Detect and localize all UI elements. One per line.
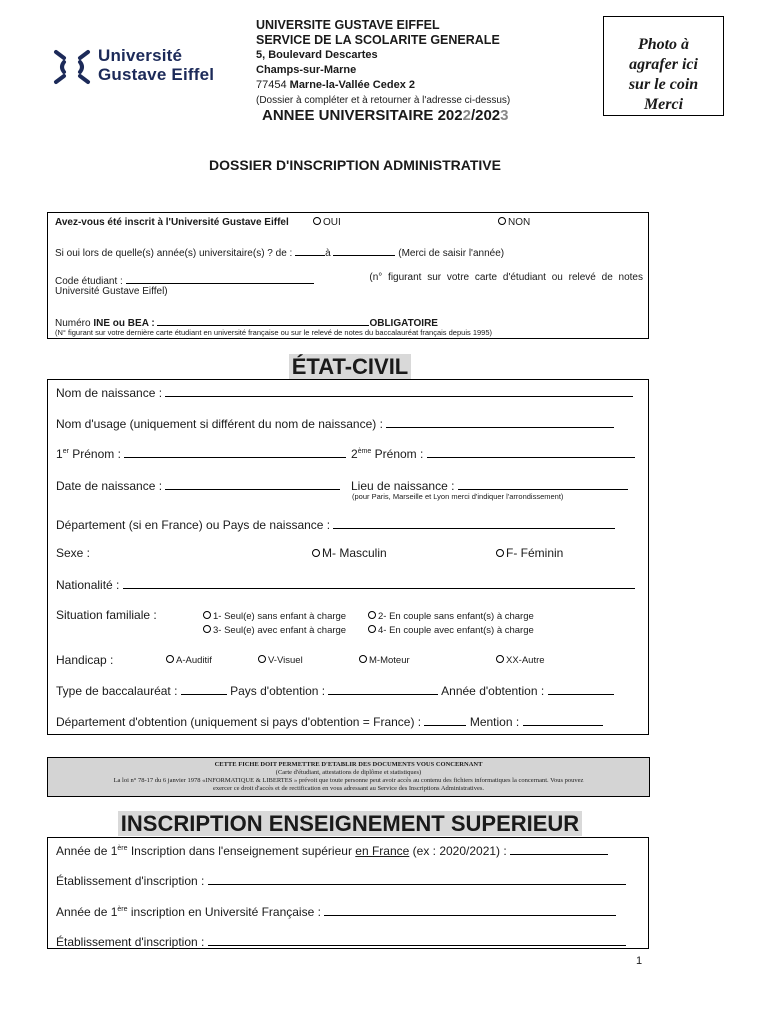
first-name-sup: er	[62, 448, 69, 455]
institution1-field[interactable]	[208, 873, 626, 885]
university-logo	[52, 46, 242, 88]
first-enrollment-mid: Inscription dans l'enseignement supérieur	[127, 844, 356, 858]
document-title: DOSSIER D'INSCRIPTION ADMINISTRATIVE	[209, 157, 501, 173]
university-enrollment-sup: ère	[117, 906, 128, 913]
year-digit2: 3	[500, 107, 509, 124]
radio-handicap-m[interactable]	[359, 655, 410, 666]
header-address	[256, 18, 510, 108]
year-mid: /202	[470, 107, 501, 124]
logo-mark-icon	[52, 48, 92, 86]
radio-circle-icon[interactable]	[359, 655, 367, 663]
photo-line4: Merci	[643, 96, 684, 113]
ine-prefix: Numéro	[55, 318, 91, 329]
birth-date-row	[56, 478, 340, 493]
radio-circle-icon[interactable]	[312, 549, 320, 557]
ine-note: (N° figurant sur votre dernière carte étudiant en université française ou sur le relevé de notes du baccalauréat français depuis 1995)	[55, 328, 492, 337]
address-line2: Champs-sur-Marne	[256, 64, 357, 76]
first-name-field[interactable]	[124, 446, 346, 458]
institution1-row	[56, 873, 626, 888]
header-note: (Dossier à compléter et à retourner à l'adresse ci-dessus)	[256, 95, 511, 106]
ine-mandatory: OBLIGATOIRE	[369, 318, 438, 329]
second-name-row	[351, 446, 635, 461]
radio-male[interactable]	[312, 546, 387, 560]
bac-dept-field[interactable]	[424, 714, 466, 726]
logo-line2: Gustave Eiffel	[98, 65, 215, 84]
student-code-label: Code étudiant :	[55, 276, 123, 287]
university-name: UNIVERSITE GUSTAVE EIFFEL	[256, 18, 440, 32]
ine-field[interactable]	[157, 314, 369, 326]
ine-label: INE ou BEA :	[93, 318, 155, 329]
privacy-notice	[47, 757, 650, 797]
bac-dept-row	[56, 714, 603, 729]
student-code-note2: Université Gustave Eiffel)	[55, 286, 168, 297]
bac-type-label: Type de baccalauréat :	[56, 684, 178, 698]
university-enrollment-label	[56, 905, 321, 919]
privacy-notice-line3: La loi n° 78-17 du 6 janvier 1978 «INFORMATIQUE & LIBERTES » prévoit que toute personne peut avoir accès au contenu des fichiers informatiques la concernant. Vous pouvez	[113, 777, 584, 784]
radio-circle-icon[interactable]	[203, 625, 211, 633]
radio-circle-icon[interactable]	[203, 611, 211, 619]
first-enrollment-label	[56, 844, 507, 858]
radio-circle-icon[interactable]	[313, 217, 321, 225]
first-enrollment-sup: ère	[117, 845, 128, 852]
question-enrolled-label: Avez-vous été inscrit à l'Université Gustave Eiffel	[55, 217, 289, 228]
first-name-row	[56, 446, 346, 461]
privacy-notice-line2: (Carte d'étudiant, attestations de diplôme et statistiques)	[275, 769, 422, 776]
university-enrollment-field[interactable]	[324, 904, 616, 916]
bac-year-field[interactable]	[548, 683, 614, 695]
year-digit1: 2	[462, 107, 471, 124]
photo-box	[603, 16, 724, 116]
radio-sit4-label: 4- En couple avec enfant(s) à charge	[378, 625, 534, 636]
institution2-row	[56, 934, 626, 949]
institution1-label: Établissement d'inscription :	[56, 874, 205, 888]
usage-name-row	[56, 416, 614, 431]
radio-sit2[interactable]	[368, 611, 534, 622]
years-to-label: à	[325, 248, 331, 259]
handicap-label: Handicap :	[56, 653, 114, 667]
years-note: (Merci de saisir l'année)	[398, 248, 505, 259]
family-situation-label: Situation familiale :	[56, 608, 157, 622]
birth-department-label: Département (si en France) ou Pays de naissance :	[56, 518, 331, 532]
birth-place-label: Lieu de naissance :	[351, 479, 455, 493]
bac-dept-label: Département d'obtention (uniquement si pays d'obtention = France) :	[56, 715, 422, 729]
privacy-notice-title: CETTE FICHE DOIT PERMETTRE D'ETABLIR DES DOCUMENTS VOUS CONCERNANT	[214, 761, 483, 768]
etat-civil-title-text: ÉTAT-CIVIL	[289, 354, 412, 379]
radio-oui[interactable]	[313, 217, 341, 228]
address-line1: 5, Boulevard Descartes	[256, 49, 378, 61]
inscription-box	[47, 837, 649, 949]
university-enrollment-post: inscription en Université Française :	[127, 905, 321, 919]
radio-handicap-v[interactable]	[258, 655, 303, 666]
bac-type-field[interactable]	[181, 683, 227, 695]
bac-row	[56, 683, 614, 698]
etat-civil-title	[0, 354, 700, 380]
first-name-num: 1	[56, 447, 63, 461]
radio-female-label: F- Féminin	[506, 546, 564, 560]
radio-oui-label: OUI	[323, 217, 341, 228]
university-enrollment-row	[56, 904, 616, 919]
radio-handicap-m-label: M-Moteur	[369, 655, 410, 666]
radio-male-label: M- Masculin	[322, 546, 387, 560]
first-enrollment-pre: Année de 1	[56, 844, 118, 858]
logo-line1: Université	[98, 46, 183, 65]
radio-sit2-label: 2- En couple sans enfant(s) à charge	[378, 611, 534, 622]
radio-sit3-label: 3- Seul(e) avec enfant à charge	[213, 625, 347, 636]
first-name-text: Prénom :	[68, 447, 121, 461]
nationality-label: Nationalité :	[56, 578, 120, 592]
birth-department-row	[56, 517, 615, 532]
question-enrolled	[55, 217, 289, 228]
university-enrollment-pre: Année de 1	[56, 905, 118, 919]
service-name: SERVICE DE LA SCOLARITE GENERALE	[256, 33, 500, 47]
radio-circle-icon[interactable]	[496, 549, 504, 557]
sex-label: Sexe :	[56, 546, 91, 560]
radio-circle-icon[interactable]	[258, 655, 266, 663]
bac-country-label: Pays d'obtention :	[230, 684, 326, 698]
second-name-num: 2	[351, 447, 358, 461]
nationality-row	[56, 577, 635, 592]
radio-sit3[interactable]	[203, 625, 346, 636]
birth-date-label: Date de naissance :	[56, 479, 163, 493]
city: Marne-la-Vallée Cedex 2	[289, 79, 415, 91]
birth-name-field[interactable]	[165, 385, 633, 397]
birth-name-row	[56, 385, 633, 400]
privacy-notice-line4: exercer ce droit d'accès et de rectification en vous adressant au Service des Inscriptions Administratives.	[212, 785, 484, 792]
institution2-field[interactable]	[208, 934, 626, 946]
radio-female[interactable]	[496, 546, 563, 560]
radio-handicap-a-label: A-Auditif	[176, 655, 212, 666]
year-from-field[interactable]	[295, 244, 325, 256]
inscription-title-text: INSCRIPTION ENSEIGNEMENT SUPERIEUR	[118, 811, 582, 836]
birth-place-field[interactable]	[458, 478, 628, 490]
address-line3	[256, 78, 510, 93]
radio-circle-icon[interactable]	[496, 655, 504, 663]
usage-name-label: Nom d'usage (uniquement si différent du nom de naissance) :	[56, 417, 383, 431]
radio-non[interactable]	[498, 217, 530, 228]
radio-handicap-xx[interactable]	[496, 655, 545, 666]
birth-place-note: (pour Paris, Marseille et Lyon merci d'indiquer l'arrondissement)	[352, 492, 564, 501]
radio-circle-icon[interactable]	[498, 217, 506, 225]
years-row	[55, 244, 504, 259]
birth-name-label: Nom de naissance :	[56, 386, 163, 400]
radio-circle-icon[interactable]	[368, 625, 376, 633]
years-label: Si oui lors de quelle(s) année(s) universitaire(s) ? de :	[55, 248, 293, 259]
page-number: 1	[636, 955, 643, 967]
nationality-field[interactable]	[123, 577, 635, 589]
radio-handicap-v-label: V-Visuel	[268, 655, 303, 666]
radio-sit1-label: 1- Seul(e) sans enfant à charge	[213, 611, 347, 622]
logo-text	[98, 46, 214, 84]
first-name-label	[56, 447, 121, 461]
institution2-label: Établissement d'inscription :	[56, 935, 205, 949]
birth-date-field[interactable]	[165, 478, 340, 490]
radio-sit1[interactable]	[203, 611, 346, 622]
birth-place-row	[351, 478, 628, 493]
mention-label: Mention :	[469, 715, 520, 729]
mention-field[interactable]	[523, 714, 603, 726]
inscription-title	[0, 811, 700, 837]
radio-sit4[interactable]	[368, 625, 534, 636]
academic-year	[262, 107, 509, 124]
bac-year-label: Année d'obtention :	[441, 684, 545, 698]
radio-handicap-xx-label: XX-Autre	[506, 655, 545, 666]
first-enrollment-row	[56, 843, 608, 858]
photo-line2: agrafer ici	[629, 56, 698, 73]
ine-row	[55, 314, 438, 329]
previous-enrollment-box	[47, 212, 649, 339]
first-enrollment-post: (ex : 2020/2021) :	[409, 844, 507, 858]
etat-civil-box	[47, 379, 649, 735]
postcode: 77454	[256, 79, 287, 91]
birth-department-field[interactable]	[333, 517, 615, 529]
first-enrollment-field[interactable]	[510, 843, 608, 855]
radio-non-label: NON	[508, 217, 531, 228]
second-name-field[interactable]	[427, 446, 635, 458]
year-to-field[interactable]	[333, 244, 395, 256]
second-name-text: Prénom :	[371, 447, 424, 461]
usage-name-field[interactable]	[386, 416, 614, 428]
bac-country-field[interactable]	[328, 683, 438, 695]
second-name-label	[351, 447, 423, 461]
radio-handicap-a[interactable]	[166, 655, 212, 666]
first-enrollment-underline: en France	[355, 844, 410, 858]
radio-circle-icon[interactable]	[368, 611, 376, 619]
photo-line1: Photo à	[637, 36, 690, 53]
second-name-sup: ème	[357, 448, 372, 455]
radio-circle-icon[interactable]	[166, 655, 174, 663]
student-code-row	[55, 272, 643, 287]
student-code-field[interactable]	[126, 272, 314, 284]
student-code-note: (n° figurant sur votre carte d'étudiant ou relevé de notes	[369, 272, 643, 283]
photo-line3: sur le coin	[628, 76, 699, 93]
year-prefix: ANNEE UNIVERSITAIRE 202	[262, 107, 463, 124]
